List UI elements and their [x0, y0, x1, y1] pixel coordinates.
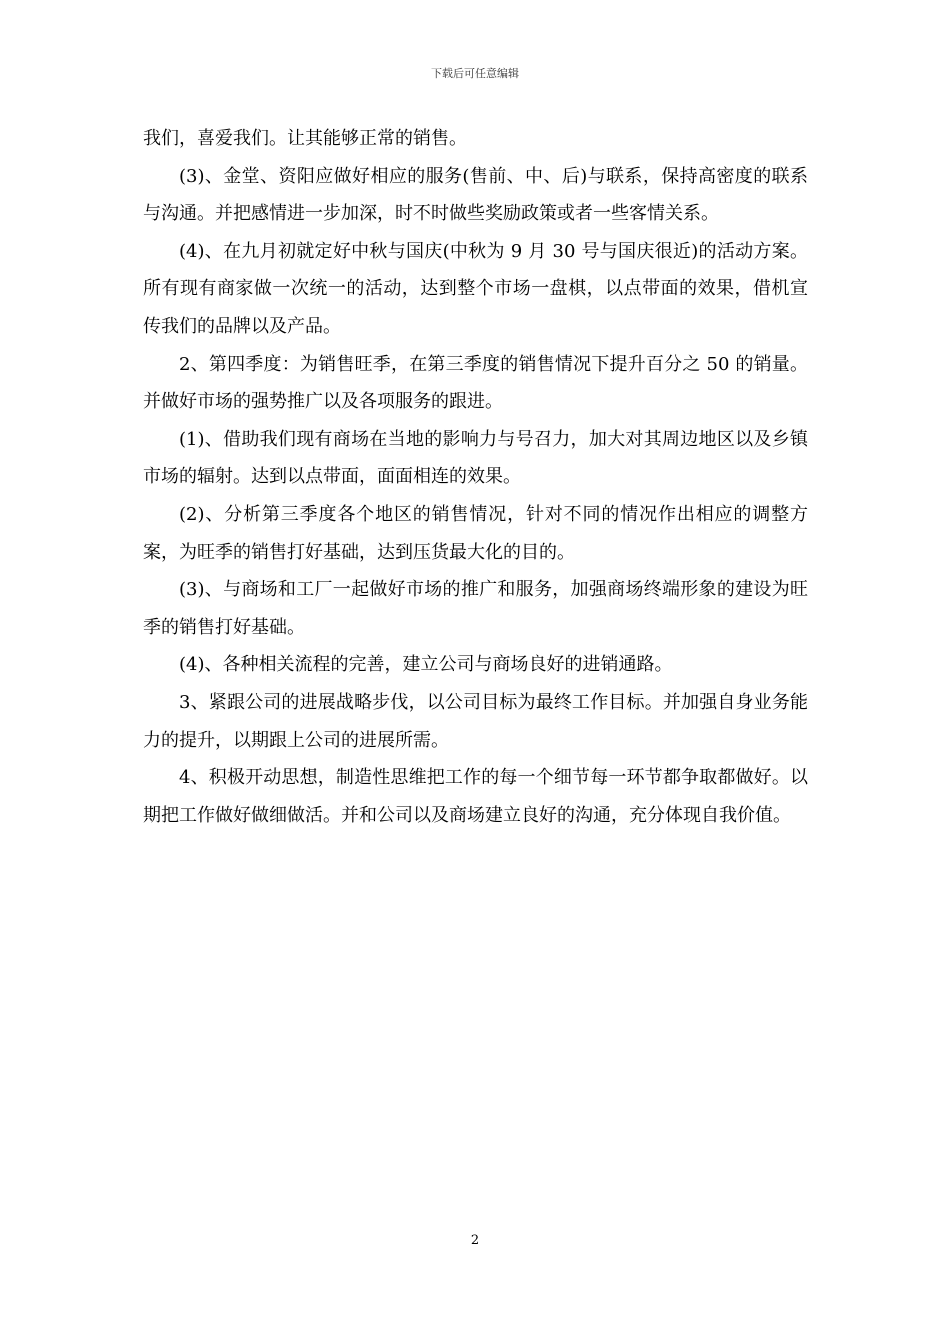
page-number: 2: [470, 1233, 480, 1248]
paragraph-item-3-service: (3)、金堂、资阳应做好相应的服务(售前、中、后)与联系，保持高密度的联系与沟通。并把感情进一步加深，时不时做些奖励政策或者一些客情关系。: [143, 165, 808, 225]
paragraph-q4-heading: 2、第四季度：为销售旺季，在第三季度的销售情况下提升百分之 50 的销量。并做好市场的强势推广以及各项服务的跟进。: [143, 353, 808, 413]
page-header: 下载后可任意编辑: [431, 67, 519, 80]
document-body: [143, 120, 808, 834]
paragraph-q4-item-3: (3)、与商场和工厂一起做好市场的推广和服务，加强商场终端形象的建设为旺季的销售打好基础。: [143, 579, 808, 638]
paragraph-point-4: 4、积极开动思想，制造性思维把工作的每一个细节每一环节都争取都做好。以期把工作做好做细做活。并和公司以及商场建立良好的沟通，充分体现自我价值。: [143, 767, 808, 826]
paragraph-continuation: 我们，喜爱我们。让其能够正常的销售。: [143, 128, 467, 149]
paragraph-point-3: 3、紧跟公司的进展战略步伐，以公司目标为最终工作目标。并加强自身业务能力的提升，以期跟上公司的进展所需。: [143, 691, 808, 751]
paragraph-q4-item-4: (4)、各种相关流程的完善，建立公司与商场良好的进销通路。: [179, 654, 673, 676]
paragraph-q4-item-2: (2)、分析第三季度各个地区的销售情况，针对不同的情况作出相应的调整方案，为旺季的销售打好基础，达到压货最大化的目的。: [143, 503, 808, 563]
paragraph-item-4-holiday-plan: (4)、在九月初就定好中秋与国庆(中秋为 9 月 30 号与国庆很近)的活动方案。所有现有商家做一次统一的活动，达到整个市场一盘棋，以点带面的效果，借机宣传我们的品牌以及产品。: [143, 240, 808, 337]
paragraph-q4-item-1: (1)、借助我们现有商场在当地的影响力与号召力，加大对其周边地区以及乡镇市场的辐射。达到以点带面，面面相连的效果。: [143, 428, 808, 488]
